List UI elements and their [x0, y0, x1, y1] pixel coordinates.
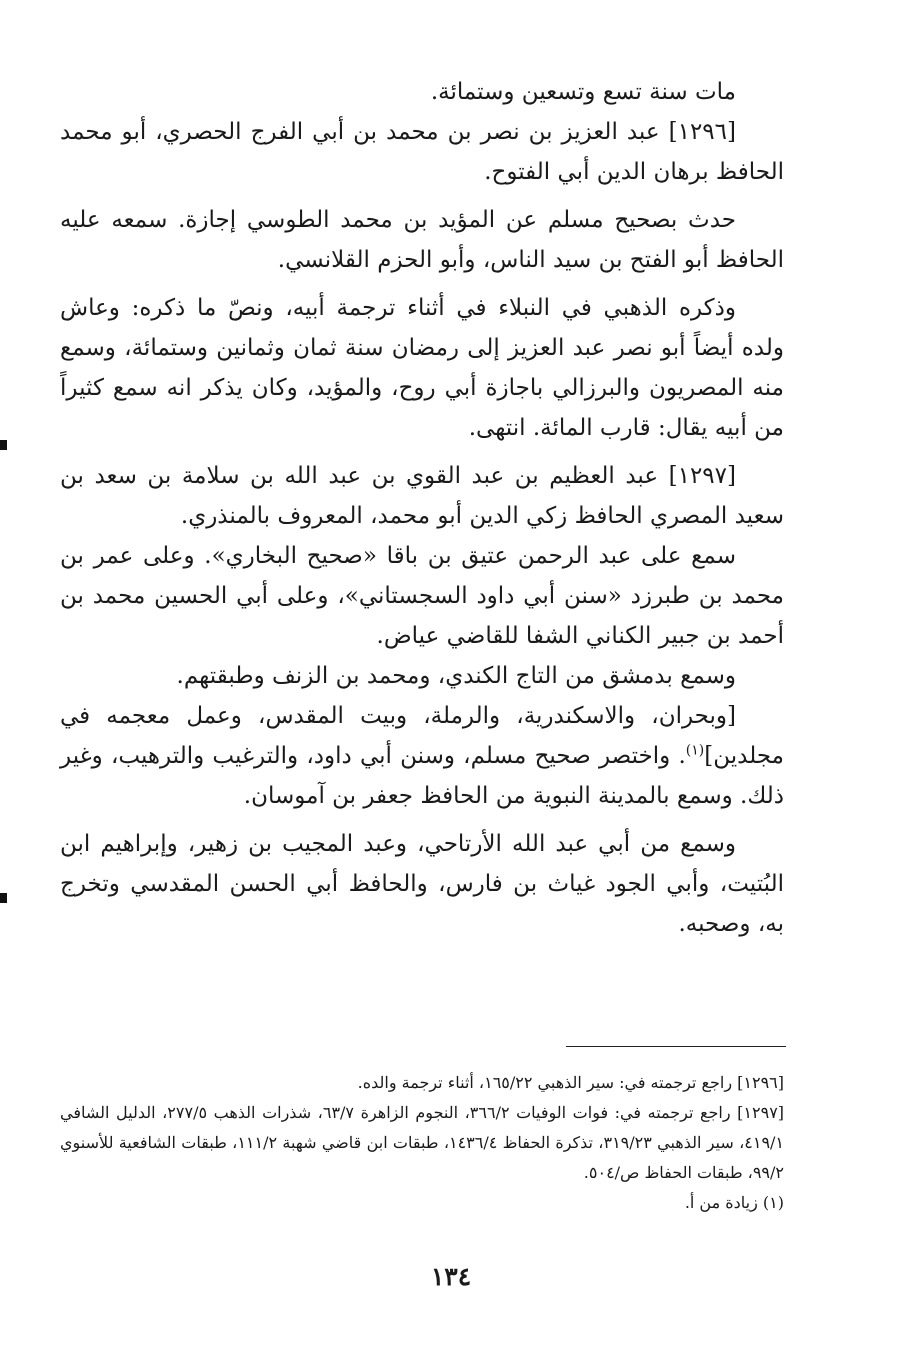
entry-1297-more-teachers: وسمع من أبي عبد الله الأرتاحي، وعبد المجيب بن زهير، وإبراهيم ابن البُتيت، وأبي الجود غياث بن فارس، والحافظ أبي الحسن المقدسي وتخرج به، وصحبه.	[60, 831, 784, 937]
entry-1297-damascus: وسمع بدمشق من التاج الكندي، ومحمد بن الزنف وطبقتهم.	[176, 663, 736, 689]
entry-1296-narration: حدث بصحيح مسلم عن المؤيد بن محمد الطوسي إجازة. سمعه عليه الحافظ أبو الفتح بن سيد الناس، وأبو الحزم القلانسي.	[60, 207, 784, 273]
entry-1297-travels	[60, 696, 784, 816]
footnote-separator	[566, 1046, 786, 1047]
binding-mark-top	[0, 440, 7, 450]
entry-1296-heading: [١٢٩٦] عبد العزيز بن نصر بن محمد بن أبي الفرج الحصري، أبو محمد الحافظ برهان الدين أبي الفتوح.	[60, 119, 784, 185]
paragraph-death-year: مات سنة تسع وتسعين وستمائة.	[430, 79, 736, 105]
travels-text-b: . واختصر صحيح مسلم، وسنن أبي داود، والترغيب والترهيب، وغير ذلك. وسمع بالمدينة النبوية من الحافظ جعفر بن آموسان.	[60, 743, 784, 809]
footnote-1: (١) زيادة من أ.	[684, 1193, 784, 1212]
entry-1296-dhahabi-quote: وذكره الذهبي في النبلاء في أثناء ترجمة أبيه، ونصّ ما ذكره: وعاش ولده أيضاً أبو نصر عبد العزيز إلى رمضان سنة ثمان وثمانين وستمائة، وسمع منه المصريون والبرزالي باجازة أبي روح، والمؤيد، وكان يذكر انه سمع كثيراً من أبيه يقال: قارب المائة. انتهى.	[60, 295, 784, 441]
page-number: ١٣٤	[430, 1262, 472, 1291]
binding-mark-bottom	[0, 893, 7, 903]
footnote-1296: [١٢٩٦] راجع ترجمته في: سير الذهبي ١٦٥/٢٢، أثناء ترجمة والده.	[357, 1073, 784, 1092]
main-text	[60, 72, 784, 944]
footnote-1297: [١٢٩٧] راجع ترجمته في: فوات الوفيات ٣٦٦/٢، النجوم الزاهرة ٦٣/٧، شذرات الذهب ٢٧٧/٥، الدليل الشافي ٤١٩/١، سير الذهبي ٣١٩/٢٣، تذكرة الحفاظ ١٤٣٦/٤، طبقات ابن قاضي شهبة ١١١/٢، طبقات الشافعية للأسنوي ٩٩/٢، طبقات الحفاظ ص/٥٠٤.	[60, 1103, 785, 1182]
footnotes	[60, 1068, 784, 1218]
entry-1297-heading: [١٢٩٧] عبد العظيم بن عبد القوي بن عبد الله بن سلامة بن سعد بن سعيد المصري الحافظ زكي الدين أبو محمد، المعروف بالمنذري.	[60, 463, 784, 529]
footnote-ref-1: (١)	[685, 742, 705, 759]
entry-1297-teachers: سمع على عبد الرحمن عتيق بن باقا «صحيح البخاري». وعلى عمر بن محمد بن طبرزد «سنن أبي داود السجستاني»، وعلى أبي الحسين محمد بن أحمد بن جبير الكناني الشفا للقاضي عياض.	[60, 543, 784, 649]
travels-text-a: [وبحران، والاسكندرية، والرملة، وبيت المقدس، وعمل معجمه في مجلدين]	[60, 703, 784, 769]
